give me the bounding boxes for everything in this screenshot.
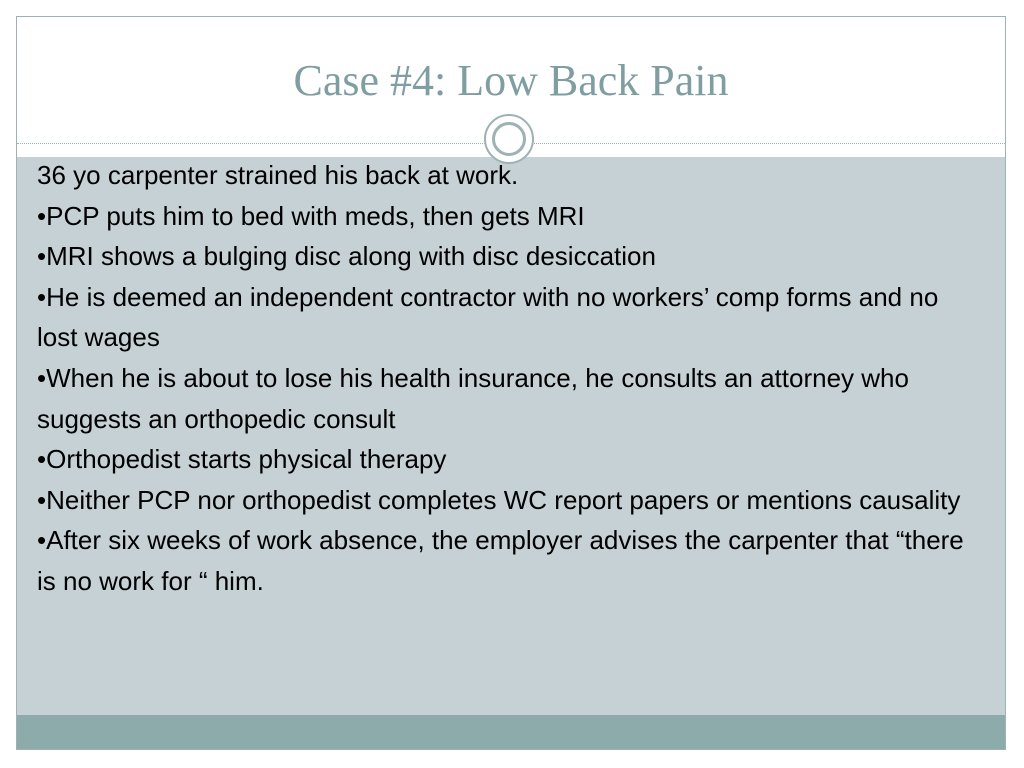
- bullet-item: •He is deemed an independent contractor with no workers’ comp forms and no lost wages: [37, 281, 939, 353]
- slide-body: [37, 155, 967, 602]
- slide-title: Case #4: Low Back Pain: [293, 56, 729, 105]
- footer-bar: [17, 715, 1005, 749]
- bullet-item: •PCP puts him to bed with meds, then gets MRI: [37, 200, 585, 231]
- bullet-item: •When he is about to lose his health insurance, he consults an attorney who suggests an orthopedic consult: [37, 362, 909, 434]
- bullet-item: •MRI shows a bulging disc along with disc desiccation: [37, 241, 656, 272]
- circle-ornament-inner: [492, 122, 526, 156]
- bullet-item: •Neither PCP nor orthopedist completes WC report papers or mentions causality: [37, 484, 961, 515]
- bullet-item: •Orthopedist starts physical therapy: [37, 444, 447, 475]
- body-line: 36 yo carpenter strained his back at work.: [37, 160, 519, 190]
- slide: [16, 16, 1006, 750]
- bullet-item: •After six weeks of work absence, the employer advises the carpenter that “there is no work for “ him.: [37, 525, 964, 596]
